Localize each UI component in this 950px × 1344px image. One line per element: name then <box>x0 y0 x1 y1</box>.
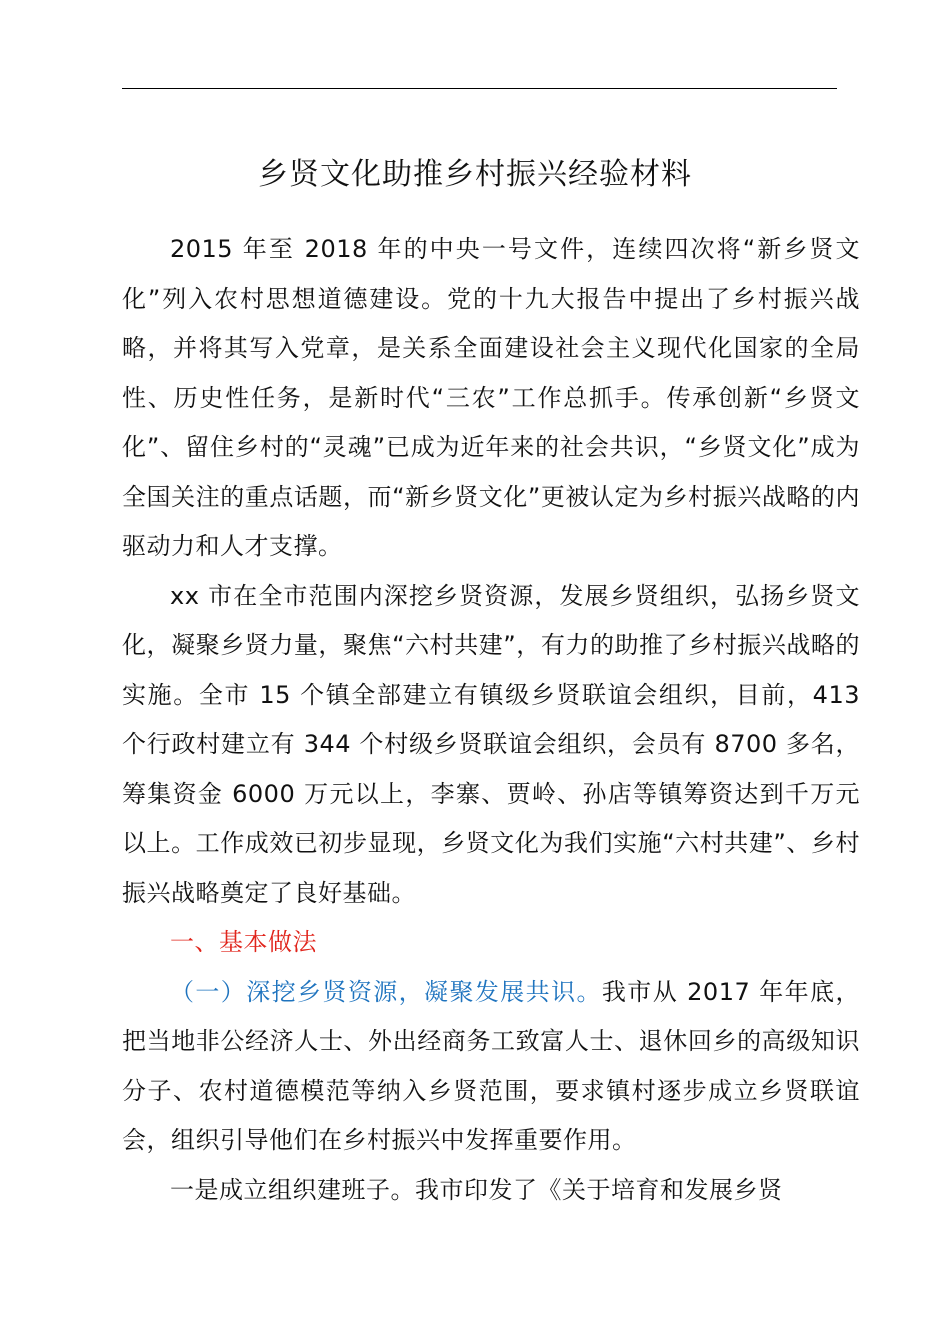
header-rule <box>122 88 837 89</box>
paragraph-intro: 2015 年至 2018 年的中央一号文件，连续四次将“新乡贤文化”列入农村思想道德建设。党的十九大报告中提出了乡村振兴战略，并将其写入党章，是关系全面建设社会主义现代化国家的全局性、历史性任务，是新时代“三农”工作总抓手。传承创新“乡贤文化”、留住乡村的“灵魂”已成为近年来的社会共识，“乡贤文化”成为全国关注的重点话题，而“新乡贤文化”更被认定为乡村振兴战略的内驱动力和人才支撑。 <box>122 235 860 560</box>
paragraph-last: 一是成立组织建班子。我市印发了《关于培育和发展乡贤 <box>170 1175 783 1204</box>
subsection-text: 我市从 2017 年年底，把当地非公经济人士、外出经商务工致富人士、退休回乡的高级知识分子、农村道德模范等纳入乡贤范围，要求镇村逐步成立乡贤联谊会，组织引导他们在乡村振兴中发挥重要作用。 <box>122 977 860 1154</box>
document-body <box>122 225 860 1215</box>
paragraph-city-overview: xx 市在全市范围内深挖乡贤资源，发展乡贤组织，弘扬乡贤文化，凝聚乡贤力量，聚焦“六村共建”，有力的助推了乡村振兴战略的实施。全市 15 个镇全部建立有镇级乡贤联谊会组织，目前，413 个行政村建立有 344 个村级乡贤联谊会组织，会员有 8700 多名，筹集资金 6000 万元以上，李寨、贾岭、孙店等镇筹资达到千万元以上。工作成效已初步显现，乡贤文化为我们实施“六村共建”、乡村振兴战略奠定了良好基础。 <box>122 581 860 907</box>
section-heading: 一、基本做法 <box>170 928 317 956</box>
subsection-paragraph <box>122 968 860 1166</box>
subsection-heading: （一）深挖乡贤资源，凝聚发展共识。 <box>170 977 602 1006</box>
document-title: 乡贤文化助推乡村振兴经验材料 <box>258 157 692 192</box>
